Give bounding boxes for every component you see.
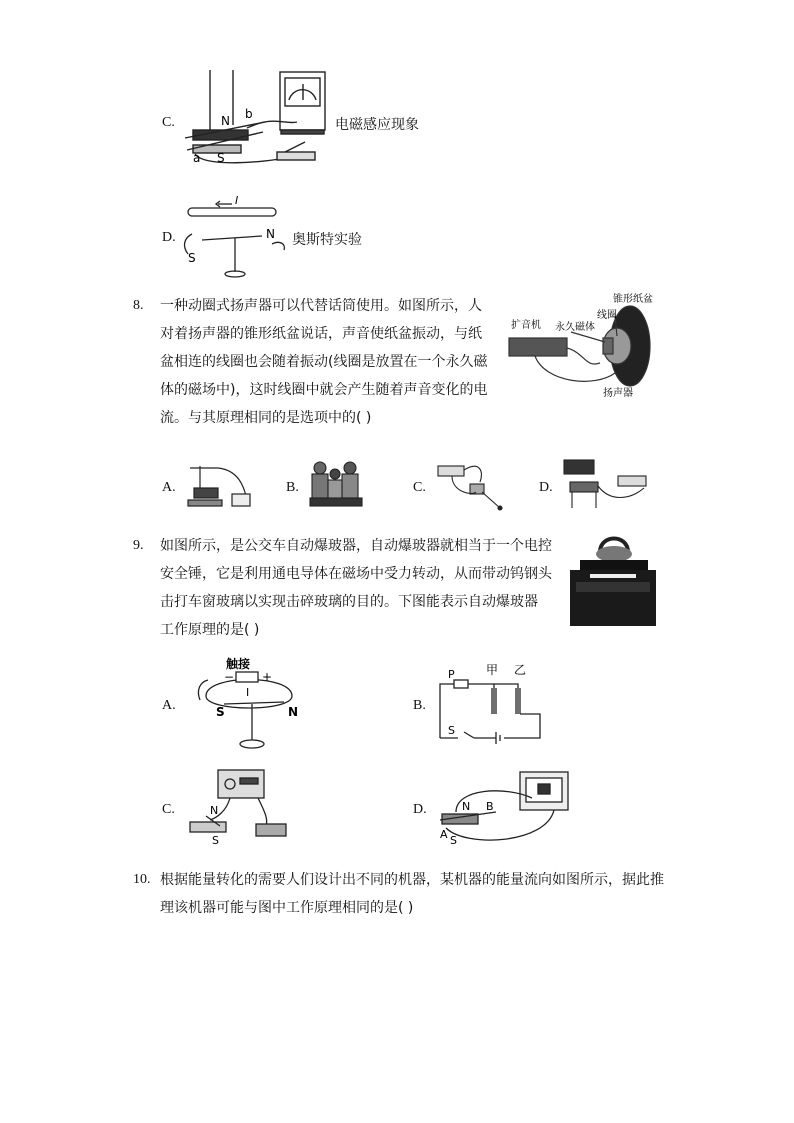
q9-number: 9.	[133, 538, 144, 553]
q9-option-b-figure	[434, 660, 548, 746]
q9-option-c-letter[interactable]: C.	[162, 802, 175, 817]
q9b-label-jia: 甲	[486, 663, 499, 677]
q9d-label-s: S	[450, 834, 457, 847]
q9a-label-minus: −	[224, 670, 235, 684]
q7c-label-a: a	[193, 151, 201, 165]
q8-option-c-figure	[432, 452, 504, 514]
q7c-label-n: N	[221, 114, 230, 128]
q8-label-magnet: 永久磁体	[555, 322, 595, 333]
q7-option-c-caption: 电磁感应现象	[335, 117, 419, 133]
q9-option-d-letter[interactable]: D.	[413, 802, 427, 817]
q8-number: 8.	[133, 298, 144, 313]
q10-stem	[160, 866, 664, 922]
q8-speaker-figure	[505, 288, 665, 398]
q9-line: 击打车窗玻璃以实现击碎玻璃的目的。下图能表示自动爆玻器	[160, 594, 538, 610]
q9b-label-s: S	[448, 724, 455, 737]
q8-option-a-letter[interactable]: A.	[162, 480, 176, 495]
q7-option-d-caption: 奥斯特实验	[292, 232, 362, 248]
q9c-label-n: N	[210, 804, 219, 817]
q8-option-b-letter[interactable]: B.	[286, 480, 299, 495]
q7c-label-s: S	[217, 151, 225, 165]
q9d-label-b: B	[486, 800, 494, 813]
q7d-label-n: N	[266, 227, 275, 241]
q7-option-c-letter[interactable]: C.	[162, 115, 175, 130]
q9a-label-plus: +	[262, 670, 273, 684]
q8-label-speaker: 扬声器	[603, 388, 633, 399]
q8-line: 流。与其原理相同的是选项中的( )	[160, 410, 372, 426]
q9d-label-n: N	[462, 800, 471, 813]
q8-option-a-figure	[184, 458, 254, 510]
q9c-label-s: S	[212, 834, 219, 847]
q9a-label-current: I	[246, 686, 250, 699]
q9-line: 如图所示，是公交车自动爆玻器，自动爆玻器就相当于一个电控	[160, 538, 552, 554]
q9-option-c-figure	[186, 766, 292, 846]
q9-glass-breaker-photo	[566, 530, 658, 628]
q10-line: 根据能量转化的需要人们设计出不同的机器，某机器的能量流向如图所示，据此推	[160, 872, 664, 888]
q9-option-b-letter[interactable]: B.	[413, 698, 426, 713]
q9a-label-s: S	[216, 705, 225, 719]
q8-label-coil: 线圈	[597, 310, 617, 321]
q7-option-c-figure	[185, 70, 335, 170]
q7c-label-b: b	[245, 107, 253, 121]
q9-option-d-figure	[436, 768, 576, 848]
q8-stem	[160, 292, 487, 432]
q8-option-b-figure	[306, 458, 368, 510]
q7d-label-s: S	[188, 251, 196, 265]
q8-line: 对着扬声器的锥形纸盆说话，声音使纸盆振动，与纸	[160, 326, 482, 342]
q9b-label-p: P	[448, 668, 455, 681]
q8-option-c-letter[interactable]: C.	[413, 480, 426, 495]
q9-line: 安全锤，它是利用通电导体在磁场中受力转动，从而带动钨钢头	[160, 566, 552, 582]
q9d-label-a: A	[440, 828, 448, 841]
q8-label-cone: 锥形纸盆	[613, 294, 653, 305]
q7d-label-current: I	[235, 194, 239, 207]
q8-line: 体的磁场中)，这时线圈中就会产生随着声音变化的电	[160, 382, 488, 398]
q10-line: 理该机器可能与图中工作原理相同的是( )	[160, 900, 414, 916]
q9a-label-touch: 触接	[226, 657, 251, 671]
q9-line: 工作原理的是( )	[160, 622, 260, 638]
q9-option-a-letter[interactable]: A.	[162, 698, 176, 713]
q9-option-a-figure	[196, 656, 302, 754]
q10-number: 10.	[133, 872, 151, 887]
q8-line: 一种动圈式扬声器可以代替话筒使用。如图所示，人	[160, 298, 482, 314]
q7-option-d-letter[interactable]: D.	[162, 230, 176, 245]
q9a-label-n: N	[288, 705, 299, 719]
q8-option-d-figure	[560, 452, 650, 514]
q8-label-amplifier: 扩音机	[511, 320, 541, 331]
q8-line: 盆相连的线圈也会随着振动(线圈是放置在一个永久磁	[160, 354, 488, 370]
q9b-label-yi: 乙	[514, 663, 527, 677]
q8-option-d-letter[interactable]: D.	[539, 480, 553, 495]
q9-stem	[160, 532, 552, 644]
q7-option-d-figure	[180, 196, 290, 282]
